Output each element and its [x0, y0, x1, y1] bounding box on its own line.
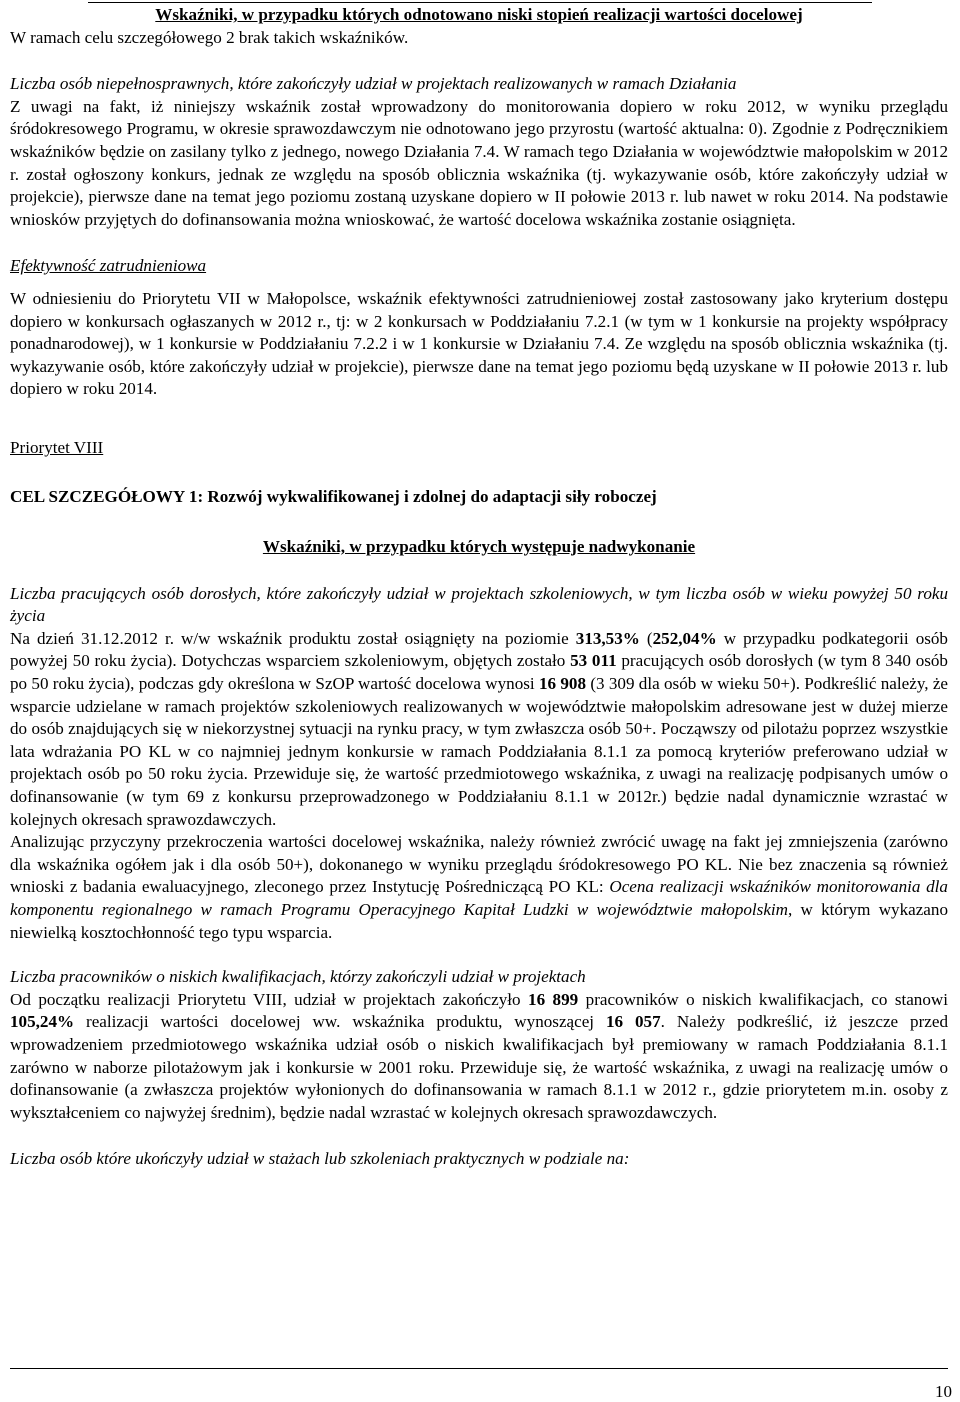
specific-goal: CEL SZCZEGÓŁOWY 1: Rozwój wykwalifikowanej i zdolnej do adaptacji siły roboczej [10, 486, 657, 506]
indicator-title-interns: Liczba osób które ukończyły udział w stażach lub szkoleniach praktycznych w podziale na: [10, 1149, 630, 1169]
value-313: 313,53% [575, 628, 640, 648]
indicator-title-disabled: Liczba osób niepełnosprawnych, które zakończyły udział w projektach realizowanych w ramach Działania [10, 74, 737, 94]
value-16908: 16 908 [538, 674, 587, 694]
value-252: 252,04% [652, 628, 717, 648]
value-53011: 53 011 [570, 651, 617, 671]
evaluation-study-title: Ocena realizacji wskaźników monitorowania dla komponentu regionalnego w ramach Programu Operacyjnego Kapitał Ludzki w województwie małopolskim [10, 877, 948, 919]
value-16899: 16 899 [528, 989, 579, 1009]
indicator-analysis-adults [10, 831, 948, 944]
text-span: pracowników o niskich kwalifikacjach, co stanowi [578, 989, 948, 1009]
indicator-title-efficiency [10, 255, 948, 278]
text-span: , w którym wykazano niewielką kosztochłonność tego typu wsparcia. [10, 900, 948, 942]
page-number: 10 [935, 1382, 952, 1401]
section-heading-text: Wskaźniki, w przypadku których odnotowano niski stopień realizacji wartości docelowej [155, 5, 803, 24]
indicator-body-low-skill [10, 989, 948, 1125]
efficiency-title-text: Efektywność zatrudnieniowa [10, 256, 207, 276]
section-heading-low-realization [10, 4, 948, 27]
text-span: (3 309 dla osób w wieku 50+). Podkreślić należy, że wsparcie udzielane w ramach projektów szkoleniowych realizowanych w województwie małopolskim adresowane jest w dużej mierze do osób znajdujących się w niekorzystnej sytuacji na rynku pracy, w tym zwłaszcza osób 50+. Począwszy od pilotażu poprzez wszystkie lata wdrażania PO KL w co najmniej jednym konkursie w ramach Poddziałania 8.1.1 za pomocą kryteriów preferowano udział w projektach osób po 50 roku życia. Przewiduje się, że wartość przedmiotowego wskaźnika, z uwagi na realizację podpisanych umów o dofinansowanie (w tym 69 z konkursu przeprowadzonego w Poddziałaniu 8.1.1 w 2012r.) będzie nadal dynamicznie wzrastać w kolejnych okresach sprawozdawczych. [10, 674, 949, 829]
overperformance-heading-text: Wskaźniki, w przypadku których występuje nadwykonanie [262, 537, 696, 557]
text-span: ( [639, 628, 653, 648]
section-heading-overperformance [10, 536, 948, 559]
footer-rule [10, 1368, 948, 1369]
indicator-body-disabled: Z uwagi na fakt, iż niniejszy wskaźnik został wprowadzony do monitorowania dopiero w roku 2012, w wyniku przeglądu śródokresowego Programu, w okresie sprawozdawczym nie odnotowano jego przyrostu (wartość aktualna: 0). Zgodnie z Podręcznikiem wskaźników będzie on zasilany tylko z jednego, nowego Działania 7.4. W ramach tego Działania w województwie małopolskim w 2012 r. został ogłoszony konkurs, jednak ze względu na sposób oblicznia wskaźnika (tj. wykazywanie osób, które zakończyły udział w projekcie), pierwsze dane na temat jego poziomu zostaną uzyskane dopiero w II połowie 2013 r. lub nawet w roku 2014. Na podstawie wniosków przyjętych do dofinansowania można wnioskować, że wartość docelowa wskaźnika zostanie osiągnięta. [10, 96, 948, 229]
value-16057: 16 057 [605, 1012, 661, 1032]
indicator-title-adults: Liczba pracujących osób dorosłych, które zakończyły udział w projektach szkoleniowych, w tym liczba osób w wieku powyżej 50 roku życia [10, 583, 948, 626]
date-line: Na dzień 31.12.2012 r. [10, 628, 174, 648]
priority-title [10, 437, 948, 460]
indicator-body-efficiency: W odniesieniu do Priorytetu VII w Małopolsce, wskaźnik efektywności zatrudnieniowej został zastosowany jako kryterium dostępu dopiero w konkursach ogłaszanych w 2012 r., tj: w 2 konkursach w Poddziałaniu 7.2.1 (w tym w 1 konkursie na projekty współpracy ponadnarodowej), w 1 konkursie w Poddziałaniu 7.2.2 i w 1 konkursie w Działaniu 7.4. Ze względu na sposób oblicznia wskaźnika (tj. wykazywanie osób, które zakończyły udział w projekcie), pierwsze dane na temat jego poziomu będą uzyskane w II połowie 2013 r. lub dopiero w roku 2014. [10, 288, 948, 399]
indicator-body-adults [10, 628, 948, 831]
document-page [10, 4, 948, 1171]
priority-title-text: Priorytet VIII [10, 437, 104, 457]
text-span: Od początku realizacji Priorytetu VIII, udział w projektach zakończyło [10, 989, 529, 1009]
text-span: w przypadku podkategorii osób powyżej 50 roku życia). Dotychczas wsparciem szkoleniowym, objętych zostało [10, 628, 948, 671]
text-span: Analizując przyczyny przekroczenia wartości docelowej wskaźnika, należy również zwrócić uwagę na fakt jej zmniejszenia (zarówno dla wskaźnika ogółem jak i dla osób 50+), dokonanego w wyniku przeglądu śródokresowego PO KL. Nie bez znaczenia są również wnioski z badania ewaluacyjnego, zleconego przez Instytucję Pośredniczącą PO KL: [10, 832, 948, 897]
text-span: w/w wskaźnik produktu został osiągnięty na poziomie [173, 628, 576, 648]
text-span: pracujących osób dorosłych (w tym 8 340 osób po 50 roku życia), podczas gdy określona w SzOP wartość docelowa wynosi [10, 651, 948, 694]
indicator-title-low-skill: Liczba pracowników o niskich kwalifikacjach, którzy zakończyli udział w projektach [10, 967, 586, 987]
top-rule [88, 2, 872, 3]
text-span: . Należy podkreślić, iż jeszcze przed wprowadzeniem przedmiotowego wskaźnika udział osób o niskich kwalifikacjach był premiowany w ramach Poddziałania 8.1.1 zarówno w naborze pilotażowym jak i konkursie w 2001 roku. Przewiduje się, że wartość wskaźnika, z uwagi na realizację umów o dofinansowanie (a zwłaszcza projektów wyłonionych do dofinansowania w ramach 8.1.1 w 2012 r., gdzie priorytetem m.in. osoby z wykształceniem co najwyżej średnim), będzie nadal wzrastać w kolejnych okresach sprawozdawczych. [10, 1012, 948, 1122]
section-line: W ramach celu szczegółowego 2 brak takich wskaźników. [10, 27, 409, 47]
value-105: 105,24% [10, 1012, 75, 1032]
text-span: realizacji wartości docelowej ww. wskaźnika produktu, wynoszącej [74, 1012, 606, 1032]
